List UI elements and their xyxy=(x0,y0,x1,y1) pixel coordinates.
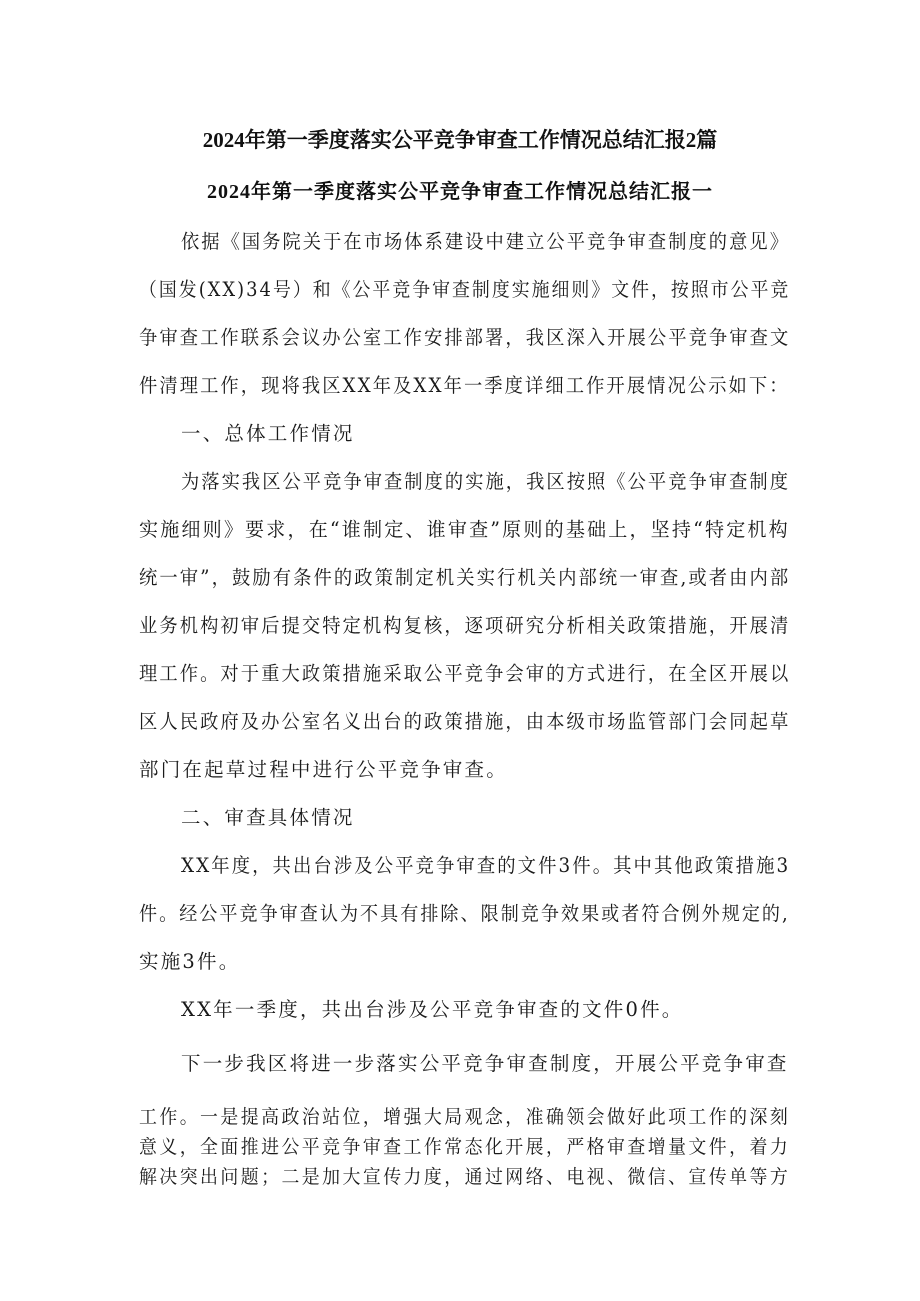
paragraph-line: 业务机构初审后提交特定机构复核，逐项研究分析相关政策措施，开展清 xyxy=(139,614,791,637)
paragraph-line: 解决突出问题；二是加大宣传力度，通过网络、电视、微信、宣传单等方 xyxy=(139,1166,791,1188)
paragraph-line: XX年一季度，共出台涉及公平竞争审查的文件0件。 xyxy=(181,998,684,1021)
paragraph-line: 争审查工作联系会议办公室工作安排部署，我区深入开展公平竞争审查文 xyxy=(139,326,791,349)
paragraph-line: 区人民政府及办公室名义出台的政策措施，由本级市场监管部门会同起草 xyxy=(139,710,791,733)
paragraph-line: 意义，全面推进公平竞争审查工作常态化开展，严格审查增量文件，着力 xyxy=(139,1136,791,1158)
section-heading: 一、总体工作情况 xyxy=(181,422,355,445)
paragraph-line: 统一审”，鼓励有条件的政策制定机关实行机关内部统一审查,或者由内部 xyxy=(139,566,791,589)
paragraph-line: XX年度，共出台涉及公平竞争审查的文件3件。其中其他政策措施3 xyxy=(181,854,791,877)
section-heading: 二、审查具体情况 xyxy=(181,806,355,829)
paragraph-line: 实施细则》要求，在“谁制定、谁审查”原则的基础上，坚持“特定机构 xyxy=(139,518,790,541)
paragraph-line: 件清理工作，现将我区XX年及XX年一季度详细工作开展情况公示如下： xyxy=(139,374,790,397)
paragraph-line: 件。经公平竞争审查认为不具有排除、限制竞争效果或者符合例外规定的, xyxy=(139,902,790,925)
paragraph-line: 依据《国务院关于在市场体系建设中建立公平竞争审查制度的意见》 xyxy=(181,230,791,253)
paragraph-line: 工作。一是提高政治站位，增强大局观念，准确领会做好此项工作的深刻 xyxy=(139,1106,791,1128)
paragraph-line: （国发(XX)34号）和《公平竞争审查制度实施细则》文件，按照市公平竞 xyxy=(139,278,791,301)
paragraph-line: 为落实我区公平竞争审查制度的实施，我区按照《公平竞争审查制度 xyxy=(181,470,791,493)
paragraph-line: 实施3件。 xyxy=(139,950,241,973)
document-subtitle: 2024年第一季度落实公平竞争审查工作情况总结汇报一 xyxy=(207,181,713,203)
paragraph-line: 部门在起草过程中进行公平竞争审查。 xyxy=(139,758,508,781)
document-title: 2024年第一季度落实公平竞争审查工作情况总结汇报2篇 xyxy=(202,128,718,152)
paragraph-line: 下一步我区将进一步落实公平竞争审查制度，开展公平竞争审查 xyxy=(181,1052,789,1075)
paragraph-line: 理工作。对于重大政策措施采取公平竞争会审的方式进行，在全区开展以 xyxy=(139,662,791,685)
